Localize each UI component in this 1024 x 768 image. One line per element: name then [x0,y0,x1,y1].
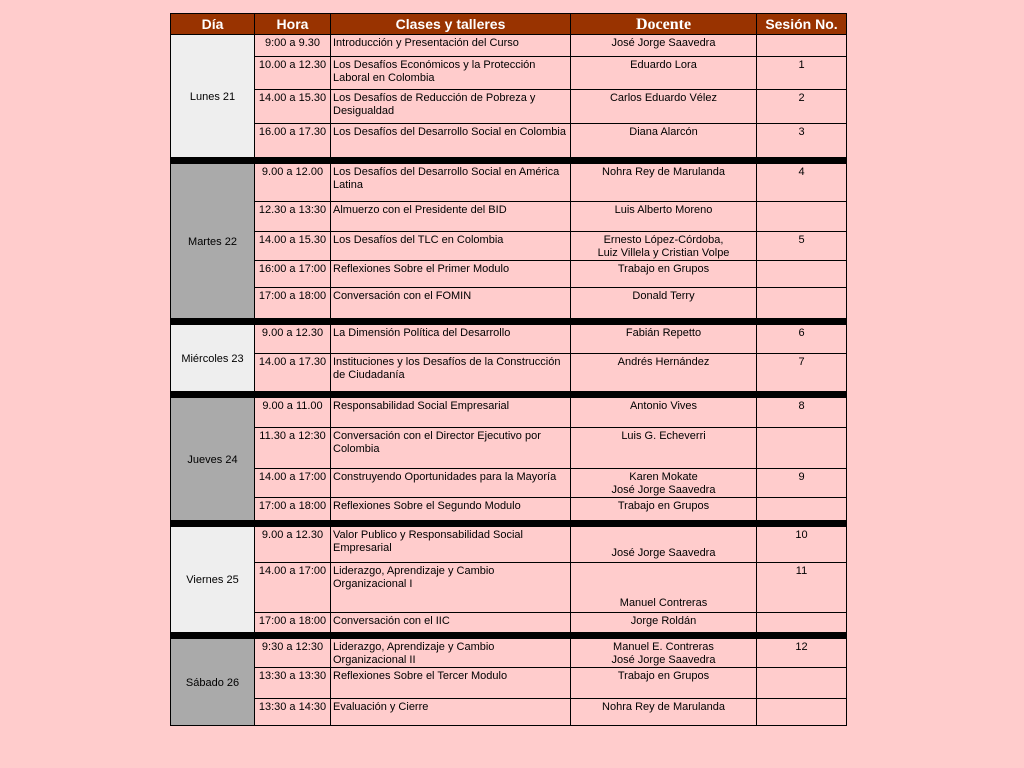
docente-name: José Jorge Saavedra [611,484,716,496]
docente-cell [571,124,757,158]
docente-name: José Jorge Saavedra [611,37,716,49]
clase-cell: Los Desafíos del Desarrollo Social en Colombia [331,124,571,158]
docente-cell [571,563,757,613]
docente-cell [571,57,757,90]
docente-cell [571,639,757,668]
docente-name: Ernesto López-Córdoba, [603,234,724,246]
docente-name: Fabián Repetto [625,327,702,339]
hora-cell: 14.00 a 15.30 [255,232,331,261]
docente-name: Nohra Rey de Marulanda [602,166,725,178]
table-row [171,90,847,124]
docente-name: Manuel E. Contreras [613,641,714,653]
hora-cell: 9.00 a 11.00 [255,398,331,428]
clase-cell: Introducción y Presentación del Curso [331,35,571,57]
clase-cell: Conversación con el FOMIN [331,288,571,319]
sesion-cell: 3 [757,124,847,158]
sesion-cell: 10 [757,527,847,563]
hora-cell: 16:00 a 17:00 [255,261,331,288]
table-row [171,35,847,57]
clase-cell: Los Desafíos del TLC en Colombia [331,232,571,261]
day-cell: Lunes 21 [171,35,255,158]
day-cell: Miércoles 23 [171,325,255,392]
docente-cell [571,428,757,469]
clase-cell: Reflexiones Sobre el Segundo Modulo [331,498,571,521]
docente-cell [571,699,757,726]
docente-cell [571,354,757,392]
table-row [171,124,847,158]
docente-name: Trabajo en Grupos [617,263,710,275]
docente-cell [571,668,757,699]
sesion-cell: 9 [757,469,847,498]
docente-name: Luis Alberto Moreno [614,204,713,216]
docente-cell [571,398,757,428]
docente-name: Andrés Hernández [617,356,710,368]
sesion-cell [757,288,847,319]
docente-cell [571,261,757,288]
hora-cell: 9:30 a 12:30 [255,639,331,668]
table-row [171,354,847,392]
docente-name: Trabajo en Grupos [617,500,710,512]
table-row [171,668,847,699]
hora-cell: 17:00 a 18:00 [255,288,331,319]
table-row [171,202,847,232]
clase-cell: La Dimensión Política del Desarrollo [331,325,571,354]
sesion-cell [757,428,847,469]
docente-cell [571,498,757,521]
docente-cell [571,325,757,354]
clase-cell: Evaluación y Cierre [331,699,571,726]
schedule-table [170,13,847,726]
docente-cell [571,35,757,57]
hora-cell: 10.00 a 12.30 [255,57,331,90]
table-row [171,613,847,633]
header-sesion: Sesión No. [757,14,847,35]
sesion-cell [757,261,847,288]
sesion-cell [757,699,847,726]
hora-cell: 17:00 a 18:00 [255,498,331,521]
docente-cell [571,90,757,124]
day-cell: Martes 22 [171,164,255,319]
clase-cell: Conversación con el IIC [331,613,571,633]
docente-cell [571,232,757,261]
table-row [171,639,847,668]
docente-name: Eduardo Lora [630,59,697,71]
docente-cell [571,613,757,633]
hora-cell: 13:30 a 14:30 [255,699,331,726]
table-row [171,398,847,428]
sesion-cell [757,202,847,232]
header-hora: Hora [255,14,331,35]
hora-cell: 14.00 a 17:00 [255,563,331,613]
docente-name: Luiz Villela y Cristian Volpe [597,247,730,259]
docente-name: José Jorge Saavedra [611,654,716,666]
docente-name: José Jorge Saavedra [611,547,716,559]
clase-cell: Valor Publico y Responsabilidad Social Empresarial [331,527,571,563]
sesion-cell: 7 [757,354,847,392]
table-row [171,288,847,319]
table-row [171,527,847,563]
clase-cell: Conversación con el Director Ejecutivo por Colombia [331,428,571,469]
sesion-cell [757,498,847,521]
header-clases: Clases y talleres [331,14,571,35]
table-row [171,498,847,521]
hora-cell: 14.00 a 15.30 [255,90,331,124]
docente-cell [571,202,757,232]
clase-cell: Responsabilidad Social Empresarial [331,398,571,428]
clase-cell: Liderazgo, Aprendizaje y Cambio Organizacional II [331,639,571,668]
table-row [171,699,847,726]
sesion-cell: 11 [757,563,847,613]
docente-cell [571,527,757,563]
hora-cell: 9.00 a 12.30 [255,325,331,354]
table-row [171,469,847,498]
docente-name: Trabajo en Grupos [617,670,710,682]
docente-name: Jorge Roldán [630,615,697,627]
sesion-cell: 8 [757,398,847,428]
docente-name: Luis G. Echeverri [621,430,706,442]
table-row [171,232,847,261]
hora-cell: 9.00 a 12.30 [255,527,331,563]
sesion-cell: 5 [757,232,847,261]
hora-cell: 14.00 a 17:00 [255,469,331,498]
sesion-cell [757,613,847,633]
table-row [171,57,847,90]
sesion-cell: 6 [757,325,847,354]
docente-name: Manuel Contreras [619,597,708,609]
hora-cell: 12.30 a 13:30 [255,202,331,232]
docente-name: Donald Terry [632,290,695,302]
docente-cell [571,469,757,498]
clase-cell: Reflexiones Sobre el Primer Modulo [331,261,571,288]
docente-cell [571,288,757,319]
sesion-cell [757,668,847,699]
clase-cell: Los Desafíos de Reducción de Pobreza y Desigualdad [331,90,571,124]
day-cell: Jueves 24 [171,398,255,521]
clase-cell: Liderazgo, Aprendizaje y Cambio Organizacional I [331,563,571,613]
sesion-cell: 1 [757,57,847,90]
docente-name: Carlos Eduardo Vélez [609,92,717,104]
table-row [171,428,847,469]
table-row [171,563,847,613]
header-dia: Día [171,14,255,35]
hora-cell: 17:00 a 18:00 [255,613,331,633]
table-row [171,164,847,202]
hora-cell: 13:30 a 13:30 [255,668,331,699]
table-row [171,325,847,354]
clase-cell: Instituciones y los Desafíos de la Construcción de Ciudadanía [331,354,571,392]
header-docente: Docente [571,14,757,35]
sesion-cell: 12 [757,639,847,668]
clase-cell: Los Desafíos Económicos y la Protección Laboral en Colombia [331,57,571,90]
clase-cell: Almuerzo con el Presidente del BID [331,202,571,232]
docente-name: Nohra Rey de Marulanda [602,701,725,713]
header-row [171,14,847,35]
hora-cell: 16.00 a 17.30 [255,124,331,158]
hora-cell: 9.00 a 12.00 [255,164,331,202]
hora-cell: 11.30 a 12:30 [255,428,331,469]
docente-name: Karen Mokate [629,471,698,483]
clase-cell: Construyendo Oportunidades para la Mayoría [331,469,571,498]
table-row [171,261,847,288]
hora-cell: 9:00 a 9.30 [255,35,331,57]
day-cell: Viernes 25 [171,527,255,633]
docente-cell [571,164,757,202]
sesion-cell [757,35,847,57]
docente-name: Diana Alarcón [629,126,698,138]
sesion-cell: 4 [757,164,847,202]
clase-cell: Reflexiones Sobre el Tercer Modulo [331,668,571,699]
docente-name: Antonio Vives [629,400,698,412]
sesion-cell: 2 [757,90,847,124]
day-cell: Sábado 26 [171,639,255,726]
hora-cell: 14.00 a 17.30 [255,354,331,392]
clase-cell: Los Desafíos del Desarrollo Social en América Latina [331,164,571,202]
